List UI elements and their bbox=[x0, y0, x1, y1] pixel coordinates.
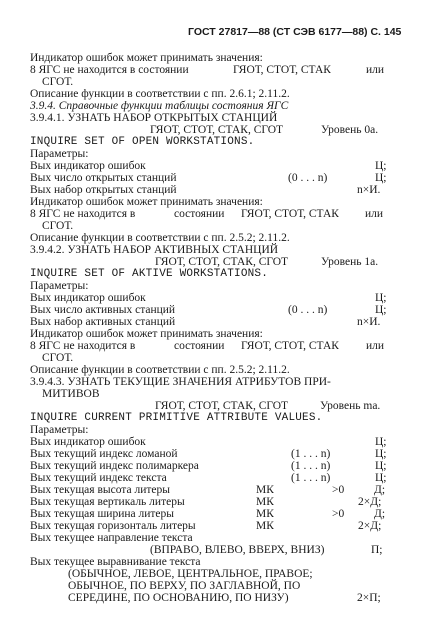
param-type: Ц; bbox=[375, 160, 387, 172]
error-code-line: 8 ЯГС не находится в bbox=[30, 340, 136, 352]
param-constraint: >0 bbox=[332, 508, 345, 520]
param-name: Вых индикатор ошибок bbox=[30, 436, 146, 448]
function-description: Описание функции в соответствии с пп. 2.6.1; 2.11.2. bbox=[30, 88, 290, 100]
params-label: Параметры: bbox=[30, 280, 89, 292]
param-unit: МК bbox=[256, 484, 274, 496]
param-type: Ц; bbox=[375, 460, 387, 472]
function-description: Описание функции в соответствии с пп. 2.5.2; 2.11.2. bbox=[30, 232, 290, 244]
param-name: Вых текущая высота литеры bbox=[30, 484, 170, 496]
param-type: Д; bbox=[374, 508, 386, 520]
or-word: или bbox=[365, 208, 384, 220]
param-name: Вых число открытых станций bbox=[30, 172, 177, 184]
param-range: (0 . . . n) bbox=[288, 172, 328, 184]
state-list: ГЯОТ, СТОТ, СТАК bbox=[241, 340, 339, 352]
param-values: (ОБЫЧНОЕ, ЛЕВОЕ, ЦЕНТРАЛЬНОЕ, ПРАВОЕ; bbox=[68, 568, 313, 580]
param-type: 2×П; bbox=[357, 592, 381, 604]
param-unit: МК bbox=[256, 520, 274, 532]
or-word: или bbox=[366, 64, 385, 76]
state-list: ГЯОТ, СТОТ, СТАК bbox=[233, 64, 331, 76]
error-indicator-note: Индикатор ошибок может принимать значения: bbox=[30, 196, 263, 208]
state-continuation: СГОТ. bbox=[42, 76, 74, 88]
error-code-line: 8 ЯГС не находится в состоянии bbox=[30, 64, 189, 76]
state-list: ГЯОТ, СТОТ, СТАК bbox=[241, 208, 339, 220]
param-name: Вых текущий индекс текста bbox=[30, 472, 167, 484]
param-type: 2×Д; bbox=[358, 496, 382, 508]
param-type: Ц; bbox=[375, 436, 387, 448]
param-name: Вых индикатор ошибок bbox=[30, 292, 146, 304]
subsection-title: 3.9.4.1. УЗНАТЬ НАБОР ОТКРЫТЫХ СТАНЦИЙ bbox=[30, 112, 278, 124]
param-type: Ц; bbox=[375, 448, 387, 460]
function-description: Описание функции в соответствии с пп. 2.5.2; 2.11.2. bbox=[30, 364, 290, 376]
english-name: INQUIRE SET OF AKTIVE WORKSTATIONS. bbox=[30, 268, 269, 280]
or-word: или bbox=[366, 340, 385, 352]
param-unit: МК bbox=[256, 496, 274, 508]
states-line: ГЯОТ, СТОТ, СТАК, СГОТ bbox=[150, 124, 284, 136]
param-unit: МК bbox=[256, 508, 274, 520]
error-indicator-note: Индикатор ошибок может принимать значения: bbox=[30, 52, 263, 64]
param-name: Вых текущая горизонталь литеры bbox=[30, 520, 196, 532]
param-type: П; bbox=[371, 544, 383, 556]
section-heading: 3.9.4. Справочные функции таблицы состояния ЯГС bbox=[30, 100, 289, 112]
states-line: ГЯОТ, СТОТ, СТАК, СГОТ bbox=[155, 400, 289, 412]
param-name: Вых набор открытых станций bbox=[30, 184, 177, 196]
state-continuation: СГОТ. bbox=[42, 352, 74, 364]
states-line: ГЯОТ, СТОТ, СТАК, СГОТ bbox=[155, 256, 289, 268]
param-name: Вых текущее выравнивание текста bbox=[30, 556, 201, 568]
error-code-line: 8 ЯГС не находится в bbox=[30, 208, 136, 220]
param-name: Вых число активных станций bbox=[30, 304, 176, 316]
params-label: Параметры: bbox=[30, 424, 89, 436]
params-label: Параметры: bbox=[30, 148, 89, 160]
param-type: Ц; bbox=[375, 472, 387, 484]
param-type: Д; bbox=[374, 484, 386, 496]
param-name: Вых текущая вертикаль литеры bbox=[30, 496, 185, 508]
running-header: ГОСТ 27817—88 (СТ СЭВ 6177—88) С. 145 bbox=[188, 26, 402, 38]
param-name: Вых текущий индекс полимаркера bbox=[30, 460, 199, 472]
param-range: (1 . . . n) bbox=[291, 460, 331, 472]
param-values: СЕРЕДИНЕ, ПО ОСНОВАНИЮ, ПО НИЗУ) bbox=[68, 592, 289, 604]
param-type: Ц; bbox=[375, 292, 387, 304]
param-name: Вых индикатор ошибок bbox=[30, 160, 146, 172]
english-name: INQUIRE SET OF OPEN WORKSTATIONS. bbox=[30, 136, 255, 148]
state-word: состоянии bbox=[174, 340, 225, 352]
param-type: n×И. bbox=[357, 316, 381, 328]
param-range: (0 . . . n) bbox=[288, 304, 328, 316]
param-constraint: >0 bbox=[332, 484, 345, 496]
level-label: Уровень 1а. bbox=[321, 256, 379, 268]
state-continuation: СГОТ. bbox=[42, 220, 74, 232]
state-word: состоянии bbox=[174, 208, 225, 220]
subsection-title: 3.9.4.3. УЗНАТЬ ТЕКУЩИЕ ЗНАЧЕНИЯ АТРИБУТОВ ПРИ- bbox=[30, 376, 331, 388]
english-name: INQUIRE CURRENT PRIMITIVE ATTRIBUTE VALUES. bbox=[30, 412, 323, 424]
param-values: ОБЫЧНОЕ, ПО ВЕРХУ, ПО ЗАГЛАВНОЙ, ПО bbox=[68, 580, 301, 592]
subsection-title: 3.9.4.2. УЗНАТЬ НАБОР АКТИВНЫХ СТАНЦИЙ bbox=[30, 244, 279, 256]
param-name: Вых текущее направление текста bbox=[30, 532, 193, 544]
param-type: n×И. bbox=[357, 184, 381, 196]
param-type: Ц; bbox=[375, 172, 387, 184]
param-type: 2×Д; bbox=[358, 520, 382, 532]
subsection-title-continuation: МИТИВОВ bbox=[42, 388, 100, 400]
level-label: Уровень mа. bbox=[320, 400, 381, 412]
param-range: (1 . . . n) bbox=[291, 472, 331, 484]
level-label: Уровень 0а. bbox=[321, 124, 379, 136]
param-values: (ВПРАВО, ВЛЕВО, ВВЕРХ, ВНИЗ) bbox=[150, 544, 325, 556]
param-type: Ц; bbox=[375, 304, 387, 316]
param-name: Вых набор активных станций bbox=[30, 316, 176, 328]
param-range: (1 . . . n) bbox=[291, 448, 331, 460]
param-name: Вых текущий индекс ломаной bbox=[30, 448, 178, 460]
param-name: Вых текущая ширина литеры bbox=[30, 508, 174, 520]
error-indicator-note: Индикатор ошибок может принимать значения: bbox=[30, 328, 263, 340]
